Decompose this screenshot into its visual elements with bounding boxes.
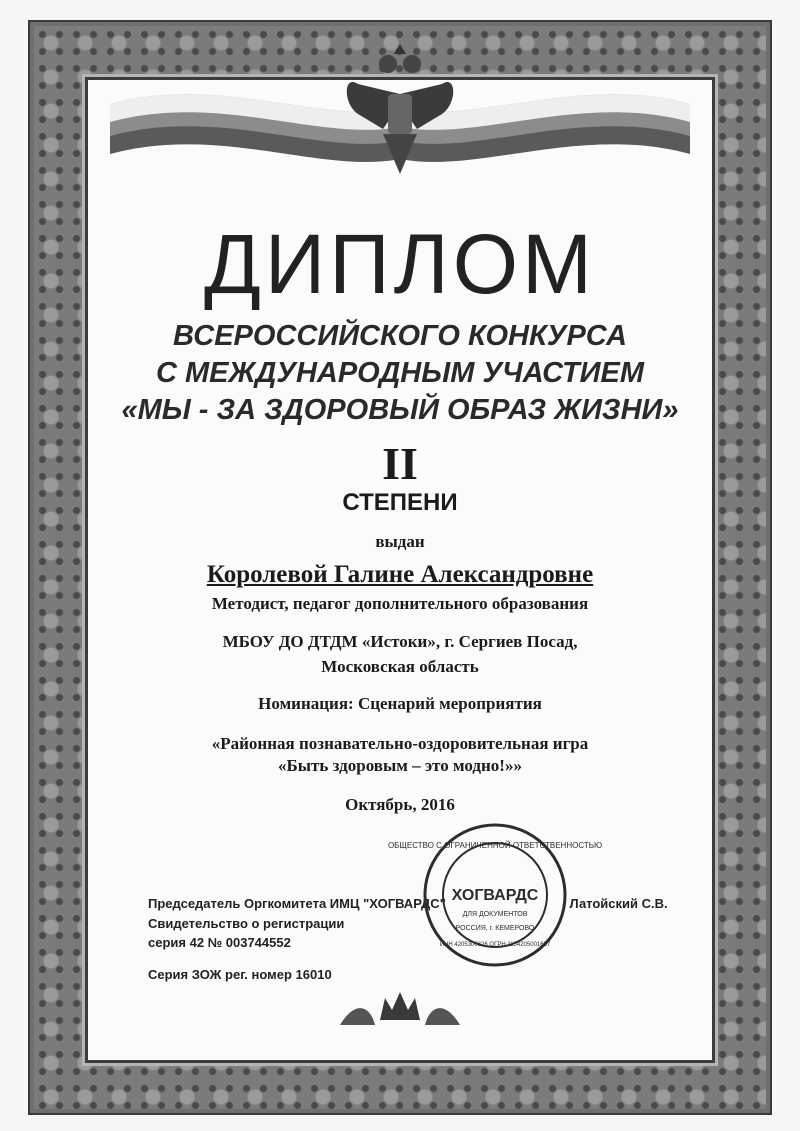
degree-number: II — [382, 438, 418, 489]
stamp-city-text: РОССИЯ, г. КЕМЕРОВО — [455, 925, 535, 932]
eagle-emblem-icon — [338, 34, 462, 184]
registration-series: серия 42 № 003744552 — [148, 935, 291, 950]
registration-number: Серия ЗОЖ рег. номер 16010 — [148, 967, 332, 982]
diploma-title: ДИПЛОМ — [203, 217, 597, 311]
contest-line-2: С МЕЖДУНАРОДНЫМ УЧАСТИЕМ — [155, 357, 645, 389]
contest-line-1: ВСЕРОССИЙСКОГО КОНКУРСА — [173, 320, 627, 352]
work-title-line-1: «Районная познавательно-оздоровительная игра — [211, 734, 589, 753]
issued-label: выдан — [375, 532, 425, 551]
chairman-line — [148, 896, 668, 911]
signer-name: Латойский С.В. — [569, 896, 668, 911]
stamp-sub-text: ДЛЯ ДОКУМЕНТОВ — [462, 911, 528, 918]
chairman-title: Председатель Оргкомитета ИМЦ "ХОГВАРДС" — [148, 896, 446, 911]
nomination: Номинация: Сценарий мероприятия — [258, 694, 542, 713]
work-title-line-2: «Быть здоровым – это модно!»» — [278, 756, 522, 775]
organization-line-2: Московская область — [321, 657, 479, 676]
award-date: Октябрь, 2016 — [345, 795, 455, 814]
organization-line-1: МБОУ ДО ДТДМ «Истоки», г. Сергиев Посад, — [222, 632, 578, 651]
registration-label: Свидетельство о регистрации — [148, 916, 345, 931]
crown-ornament-icon — [330, 980, 470, 1040]
stamp-center-text: ХОГВАРДС — [451, 887, 539, 904]
stamp-ring-text: ОБЩЕСТВО С ОГРАНИЧЕННОЙ ОТВЕТСТВЕННОСТЬЮ — [387, 841, 603, 850]
stamp-ids-text: ИНН 4205300626 ОГРН 1154205001697 — [439, 942, 551, 948]
degree-word: СТЕПЕНИ — [342, 489, 458, 516]
recipient-position: Методист, педагог дополнительного образования — [211, 594, 589, 613]
organization-stamp — [387, 820, 603, 970]
contest-name — [0, 318, 800, 429]
contest-line-3: «МЫ - ЗА ЗДОРОВЫЙ ОБРАЗ ЖИЗНИ» — [121, 394, 679, 426]
recipient-name: Королевой Галине Александровне — [206, 561, 594, 588]
